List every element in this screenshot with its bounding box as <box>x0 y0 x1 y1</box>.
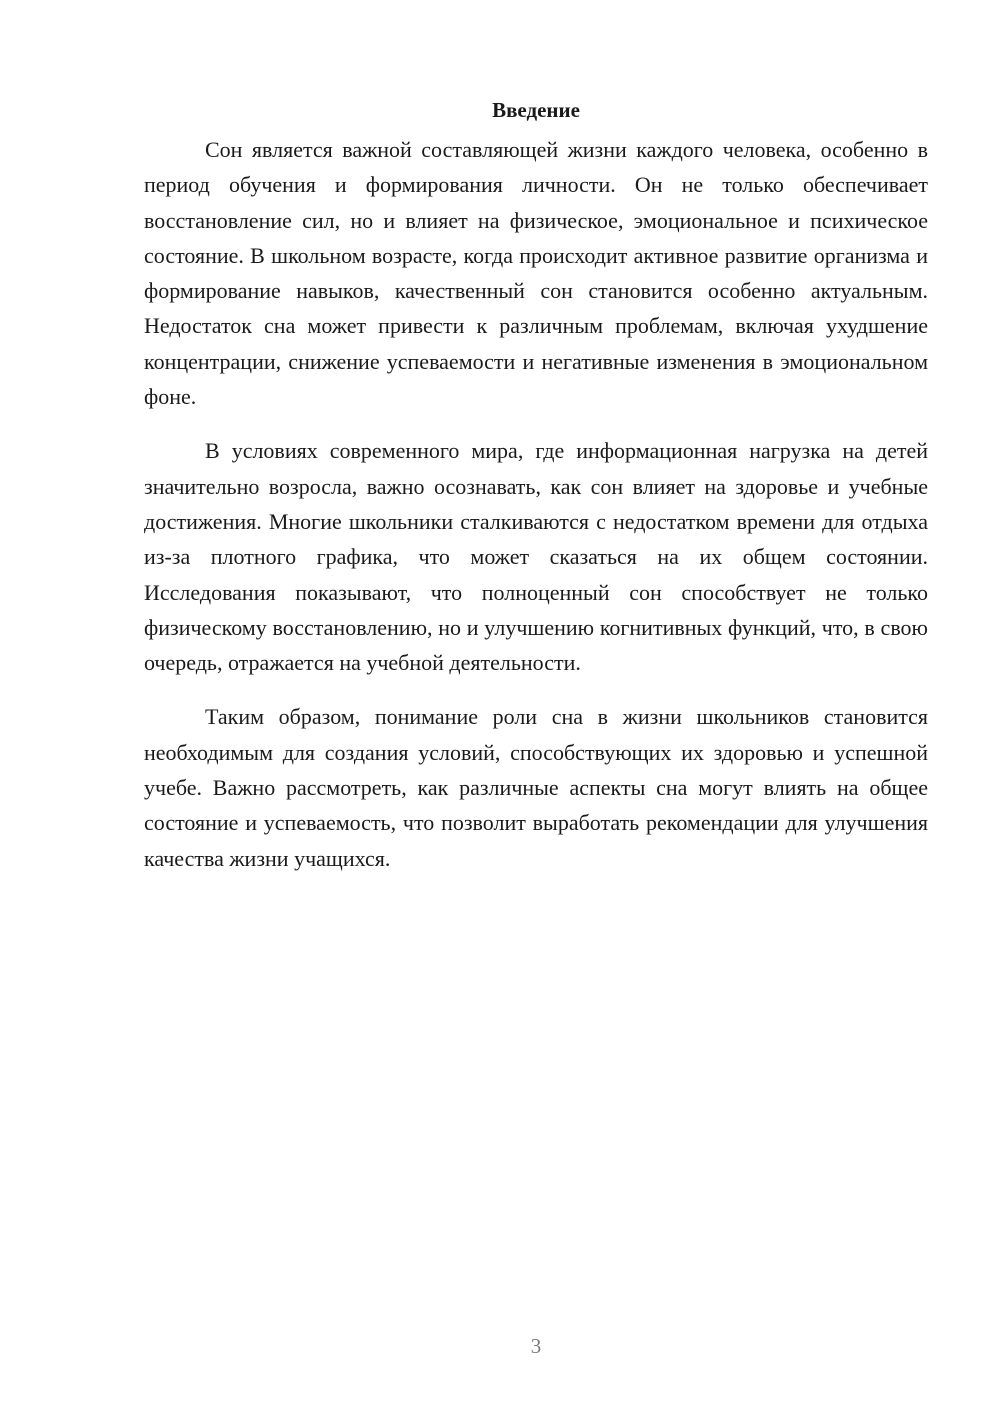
page-content <box>144 96 928 895</box>
paragraph-2: В условиях современного мира, где информационная нагрузка на детей значительно возросла, важно осознавать, как сон влияет на здоровье и учебные достижения. Многие школьники сталкиваются с недостатком времени для отдыха из-за плотного графика, что может сказаться на их общем состоянии. Исследования показывают, что полноценный сон способствует не только физическому восстановлению, но и улучшению когнитивных функций, что, в свою очередь, отражается на учебной деятельности. <box>144 438 928 676</box>
paragraph-1: Сон является важной составляющей жизни каждого человека, особенно в период обучения и формирования личности. Он не только обеспечивает восстановление сил, но и влияет на физическое, эмоциональное и психическое состояние. В школьном возрасте, когда происходит активное развитие организма и формирование навыков, качественный сон становится особенно актуальным. Недостаток сна может привести к различным проблемам, включая ухудшение концентрации, снижение успеваемости и негативные изменения в эмоциональном фоне. <box>144 137 928 410</box>
paragraph-3: Таким образом, понимание роли сна в жизни школьников становится необходимым для создания условий, способствующих их здоровью и успешной учебе. Важно рассмотреть, как различные аспекты сна могут влиять на общее состояние и успеваемость, что позволит выработать рекомендации для улучшения качества жизни учащихся. <box>144 704 928 871</box>
page-number: 3 <box>530 1334 542 1358</box>
section-heading: Введение <box>492 98 580 122</box>
